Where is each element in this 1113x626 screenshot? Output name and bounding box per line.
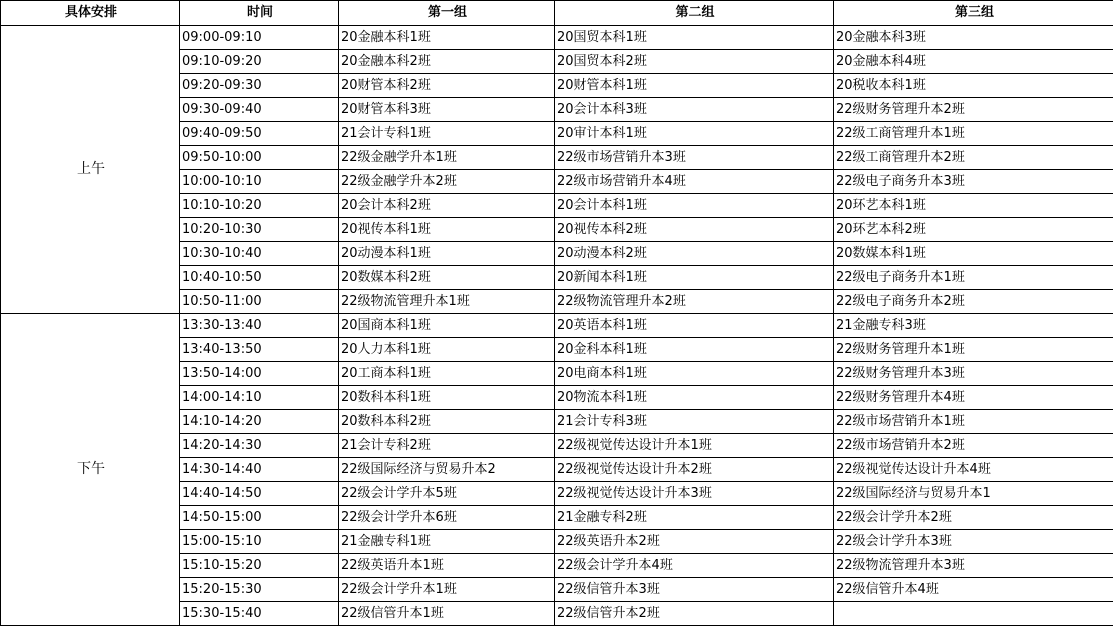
time-cell: 15:00-15:10 — [180, 530, 339, 554]
class-cell-group-3: 20环艺本科1班 — [834, 194, 1113, 218]
class-cell-group-1: 21金融专科1班 — [339, 530, 555, 554]
header-row — [1, 1, 1113, 26]
class-cell-group-3: 20数媒本科1班 — [834, 242, 1113, 266]
class-cell-group-2: 22级市场营销升本4班 — [555, 170, 834, 194]
class-cell-group-3: 22级财务管理升本1班 — [834, 338, 1113, 362]
class-cell-group-2: 22级会计学升本4班 — [555, 554, 834, 578]
class-cell-group-3: 22级电子商务升本3班 — [834, 170, 1113, 194]
class-cell-group-3: 22级信管升本4班 — [834, 578, 1113, 602]
class-cell-group-3: 22级视觉传达设计升本4班 — [834, 458, 1113, 482]
header-group-2: 第二组 — [555, 1, 834, 26]
time-cell: 10:00-10:10 — [180, 170, 339, 194]
class-cell-group-3: 22级财务管理升本4班 — [834, 386, 1113, 410]
class-cell-group-1: 20数科本科1班 — [339, 386, 555, 410]
class-cell-group-2: 20会计本科1班 — [555, 194, 834, 218]
class-cell-group-1: 22级物流管理升本1班 — [339, 290, 555, 314]
time-cell: 14:30-14:40 — [180, 458, 339, 482]
class-cell-group-1: 22级会计学升本1班 — [339, 578, 555, 602]
period-cell: 下午 — [1, 314, 180, 626]
table-row — [1, 314, 1113, 338]
time-cell: 13:40-13:50 — [180, 338, 339, 362]
class-cell-group-1: 22级会计学升本6班 — [339, 506, 555, 530]
class-cell-group-3: 22级电子商务升本2班 — [834, 290, 1113, 314]
class-cell-group-2: 22级视觉传达设计升本1班 — [555, 434, 834, 458]
time-cell: 14:50-15:00 — [180, 506, 339, 530]
class-cell-group-2: 20会计本科3班 — [555, 98, 834, 122]
time-cell: 14:00-14:10 — [180, 386, 339, 410]
class-cell-group-3: 22级物流管理升本3班 — [834, 554, 1113, 578]
class-cell-group-3: 22级会计学升本2班 — [834, 506, 1113, 530]
period-cell: 上午 — [1, 26, 180, 314]
header-time: 时间 — [180, 1, 339, 26]
class-cell-group-2: 20英语本科1班 — [555, 314, 834, 338]
class-cell-group-1: 20人力本科1班 — [339, 338, 555, 362]
time-cell: 15:20-15:30 — [180, 578, 339, 602]
class-cell-group-3: 21金融专科3班 — [834, 314, 1113, 338]
class-cell-group-3: 22级财务管理升本2班 — [834, 98, 1113, 122]
class-cell-group-1: 22级国际经济与贸易升本2 — [339, 458, 555, 482]
class-cell-group-2: 20视传本科2班 — [555, 218, 834, 242]
class-cell-group-3: 20金融本科4班 — [834, 50, 1113, 74]
class-cell-group-2: 20国贸本科1班 — [555, 26, 834, 50]
class-cell-group-3: 22级工商管理升本1班 — [834, 122, 1113, 146]
time-cell: 14:10-14:20 — [180, 410, 339, 434]
class-cell-group-3: 22级市场营销升本1班 — [834, 410, 1113, 434]
class-cell-group-2: 22级市场营销升本3班 — [555, 146, 834, 170]
class-cell-group-2: 22级视觉传达设计升本2班 — [555, 458, 834, 482]
class-cell-group-3 — [834, 602, 1113, 626]
class-cell-group-3: 22级市场营销升本2班 — [834, 434, 1113, 458]
class-cell-group-1: 20会计本科2班 — [339, 194, 555, 218]
time-cell: 10:50-11:00 — [180, 290, 339, 314]
class-cell-group-2: 22级信管升本3班 — [555, 578, 834, 602]
class-cell-group-2: 22级英语升本2班 — [555, 530, 834, 554]
class-cell-group-1: 20国商本科1班 — [339, 314, 555, 338]
class-cell-group-1: 20视传本科1班 — [339, 218, 555, 242]
time-cell: 15:10-15:20 — [180, 554, 339, 578]
time-cell: 09:40-09:50 — [180, 122, 339, 146]
class-cell-group-1: 20工商本科1班 — [339, 362, 555, 386]
class-cell-group-2: 20电商本科1班 — [555, 362, 834, 386]
time-cell: 14:20-14:30 — [180, 434, 339, 458]
class-cell-group-3: 22级财务管理升本3班 — [834, 362, 1113, 386]
time-cell: 10:20-10:30 — [180, 218, 339, 242]
header-group-1: 第一组 — [339, 1, 555, 26]
time-cell: 13:30-13:40 — [180, 314, 339, 338]
class-cell-group-1: 22级金融学升本2班 — [339, 170, 555, 194]
time-cell: 10:10-10:20 — [180, 194, 339, 218]
class-cell-group-1: 22级金融学升本1班 — [339, 146, 555, 170]
time-cell: 09:00-09:10 — [180, 26, 339, 50]
header-group-3: 第三组 — [834, 1, 1113, 26]
time-cell: 10:40-10:50 — [180, 266, 339, 290]
class-cell-group-2: 22级信管升本2班 — [555, 602, 834, 626]
class-cell-group-3: 22级会计学升本3班 — [834, 530, 1113, 554]
class-cell-group-2: 20新闻本科1班 — [555, 266, 834, 290]
class-cell-group-2: 20国贸本科2班 — [555, 50, 834, 74]
class-cell-group-1: 20财管本科3班 — [339, 98, 555, 122]
class-cell-group-3: 22级国际经济与贸易升本1 — [834, 482, 1113, 506]
time-cell: 15:30-15:40 — [180, 602, 339, 626]
time-cell: 14:40-14:50 — [180, 482, 339, 506]
class-cell-group-1: 22级信管升本1班 — [339, 602, 555, 626]
class-cell-group-2: 20动漫本科2班 — [555, 242, 834, 266]
time-cell: 13:50-14:00 — [180, 362, 339, 386]
class-cell-group-2: 21会计专科3班 — [555, 410, 834, 434]
class-cell-group-3: 22级工商管理升本2班 — [834, 146, 1113, 170]
class-cell-group-1: 22级英语升本1班 — [339, 554, 555, 578]
time-cell: 09:30-09:40 — [180, 98, 339, 122]
class-cell-group-2: 20财管本科1班 — [555, 74, 834, 98]
class-cell-group-3: 20环艺本科2班 — [834, 218, 1113, 242]
class-cell-group-2: 20金科本科1班 — [555, 338, 834, 362]
class-cell-group-1: 20金融本科2班 — [339, 50, 555, 74]
class-cell-group-1: 21会计专科2班 — [339, 434, 555, 458]
time-cell: 09:20-09:30 — [180, 74, 339, 98]
class-cell-group-1: 22级会计学升本5班 — [339, 482, 555, 506]
class-cell-group-2: 20物流本科1班 — [555, 386, 834, 410]
class-cell-group-2: 22级物流管理升本2班 — [555, 290, 834, 314]
class-cell-group-1: 21会计专科1班 — [339, 122, 555, 146]
class-cell-group-1: 20动漫本科1班 — [339, 242, 555, 266]
class-cell-group-1: 20数媒本科2班 — [339, 266, 555, 290]
class-cell-group-3: 22级电子商务升本1班 — [834, 266, 1113, 290]
class-cell-group-3: 20税收本科1班 — [834, 74, 1113, 98]
class-cell-group-2: 22级视觉传达设计升本3班 — [555, 482, 834, 506]
class-cell-group-1: 20财管本科2班 — [339, 74, 555, 98]
header-arrangement: 具体安排 — [1, 1, 180, 26]
time-cell: 09:50-10:00 — [180, 146, 339, 170]
class-cell-group-3: 20金融本科3班 — [834, 26, 1113, 50]
class-cell-group-1: 20数科本科2班 — [339, 410, 555, 434]
class-cell-group-2: 20审计本科1班 — [555, 122, 834, 146]
time-cell: 09:10-09:20 — [180, 50, 339, 74]
class-cell-group-2: 21金融专科2班 — [555, 506, 834, 530]
time-cell: 10:30-10:40 — [180, 242, 339, 266]
table-row — [1, 26, 1113, 50]
class-cell-group-1: 20金融本科1班 — [339, 26, 555, 50]
